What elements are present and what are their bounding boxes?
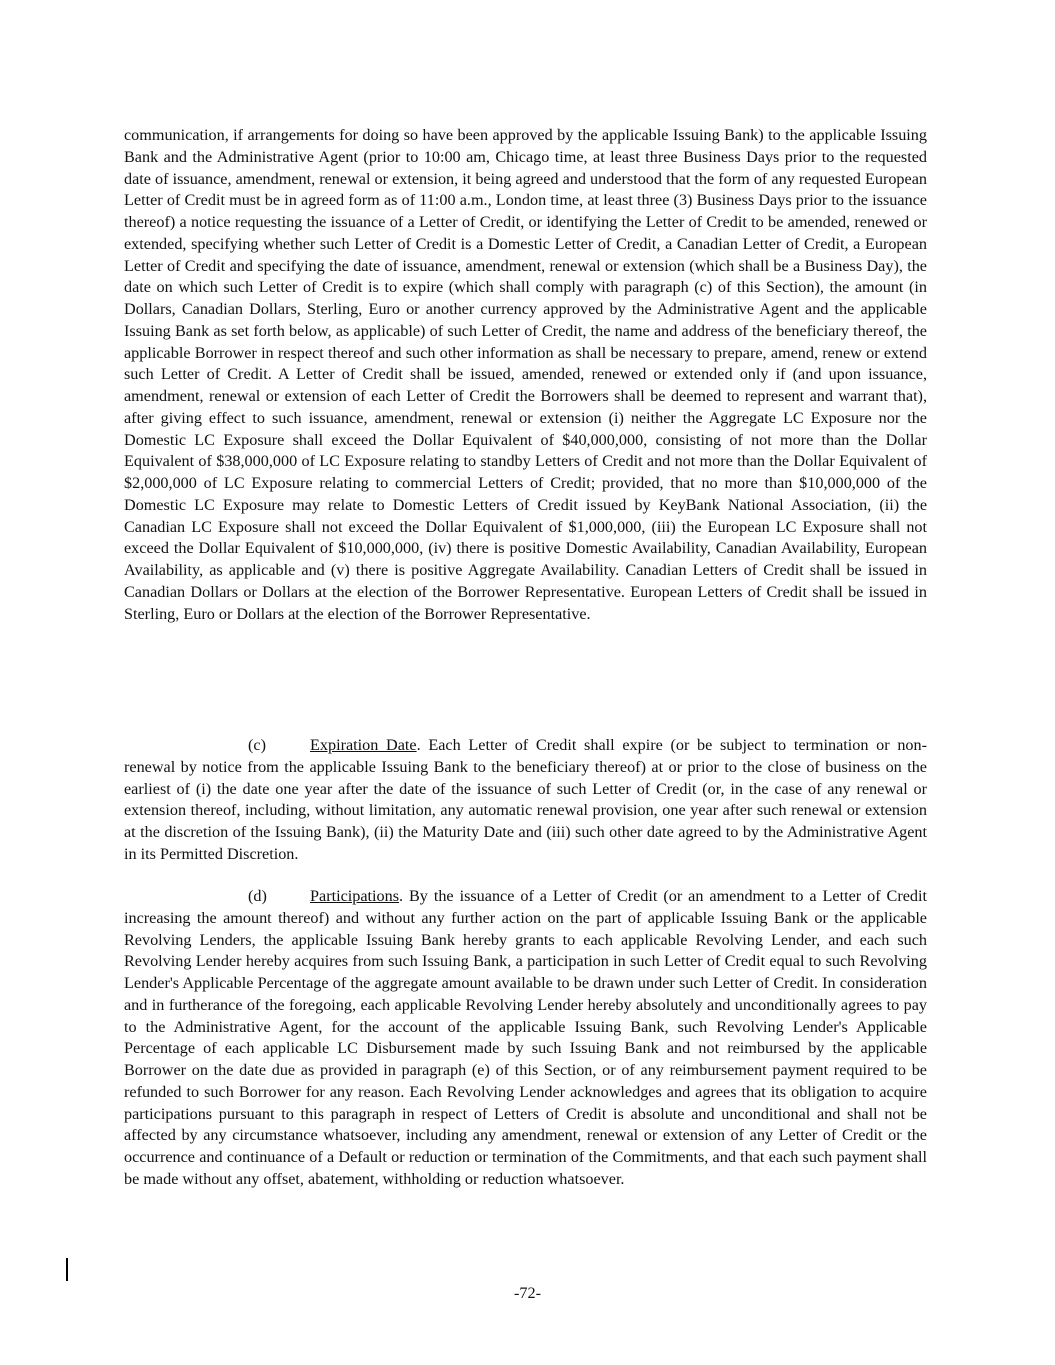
section-d-body: . By the issuance of a Letter of Credit (or an amendment to a Letter of Credit increasing the amount thereof) and without any further action on the part of applicable Issuing Bank or the applicable Revolving Lenders, the applicable Issuing Bank hereby grants to each applicable Revolving Lender, and each such Revolving Lender hereby acquires from such Issuing Bank, a participation in such Letter of Credit equal to such Revolving Lender's Applicable Percentage of the aggregate amount available to be drawn under such Letter of Credit. In consideration and in furtherance of the foregoing, each applicable Revolving Lender hereby absolutely and unconditionally agrees to pay to the Administrative Agent, for the account of the applicable Issuing Bank, such Revolving Lender's Applicable Percentage of each applicable LC Disbursement made by such Issuing Bank and not reimbursed by the applicable Borrower on the date due as provided in paragraph (e) of this Section, or of any reimbursement payment required to be refunded to such Borrower for any reason. Each Revolving Lender acknowledges and agrees that its obligation to acquire participations pursuant to this paragraph in respect of Letters of Credit is absolute and unconditional and shall not be affected by any circumstance whatsoever, including any amendment, renewal or extension of any Letter of Credit or the occurrence and continuance of a Default or reduction or termination of the Commitments, and that each such payment shall be made without any offset, abatement, withholding or reduction whatsoever. [124,887,927,1188]
section-d-paragraph [124,886,927,1191]
section-c-heading: Expiration Date [310,736,417,754]
section-c-body: . Each Letter of Credit shall expire (or be subject to termination or non-renewal by notice from the applicable Issuing Bank to the beneficiary thereof) at or prior to the close of business on the earliest of (i) the date one year after the date of the issuance of such Letter of Credit (or, in the case of any renewal or extension thereof, including, without limitation, any automatic renewal provision, one year after such renewal or extension at the discretion of the Issuing Bank), (ii) the Maturity Date and (iii) such other date agreed to by the Administrative Agent in its Permitted Discretion. [124,736,927,863]
revision-change-bar [66,1258,68,1281]
section-d-label: (d) [248,887,267,905]
paragraph-b-continuation: communication, if arrangements for doing so have been approved by the applicable Issuing Bank) to the applicable Issuing Bank and the Administrative Agent (prior to 10:00 am, Chicago time, at least three Business Days prior to the requested date of issuance, amendment, renewal or extension, it being agreed and understood that the form of any requested European Letter of Credit must be in agreed form as of 11:00 a.m., London time, at least three (3) Business Days prior to the issuance thereof) a notice requesting the issuance of a Letter of Credit, or identifying the Letter of Credit to be amended, renewed or extended, specifying whether such Letter of Credit is a Domestic Letter of Credit, a Canadian Letter of Credit, a European Letter of Credit and specifying the date of issuance, amendment, renewal or extension (which shall be a Business Day), the date on which such Letter of Credit is to expire (which shall comply with paragraph (c) of this Section), the amount (in Dollars, Canadian Dollars, Sterling, Euro or another currency approved by the Administrative Agent and the applicable Issuing Bank as set forth below, as applicable) of such Letter of Credit, the name and address of the beneficiary thereof, the applicable Borrower in respect thereof and such other information as shall be necessary to prepare, amend, renew or extend such Letter of Credit. A Letter of Credit shall be issued, amended, renewed or extended only if (and upon issuance, amendment, renewal or extension of each Letter of Credit the Borrowers shall be deemed to represent and warrant that), after giving effect to such issuance, amendment, renewal or extension (i) neither the Aggregate LC Exposure nor the Domestic LC Exposure shall exceed the Dollar Equivalent of $40,000,000, consisting of not more than the Dollar Equivalent of $38,000,000 of LC Exposure relating to standby Letters of Credit and not more than the Dollar Equivalent of $2,000,000 of LC Exposure relating to commercial Letters of Credit; provided, that no more than $10,000,000 of the Domestic LC Exposure may relate to Domestic Letters of Credit issued by KeyBank National Association, (ii) the Canadian LC Exposure shall not exceed the Dollar Equivalent of $1,000,000, (iii) the European LC Exposure shall not exceed the Dollar Equivalent of $10,000,000, (iv) there is positive Domestic Availability, Canadian Availability, European Availability, as applicable and (v) there is positive Aggregate Availability. Canadian Letters of Credit shall be issued in Canadian Dollars or Dollars at the election of the Borrower Representative. European Letters of Credit shall be issued in Sterling, Euro or Dollars at the election of the Borrower Representative. [124,126,927,623]
page-number: -72- [514,1284,541,1302]
section-d-heading: Participations [310,887,400,905]
section-c-paragraph [124,735,927,866]
section-c-label: (c) [248,736,266,754]
